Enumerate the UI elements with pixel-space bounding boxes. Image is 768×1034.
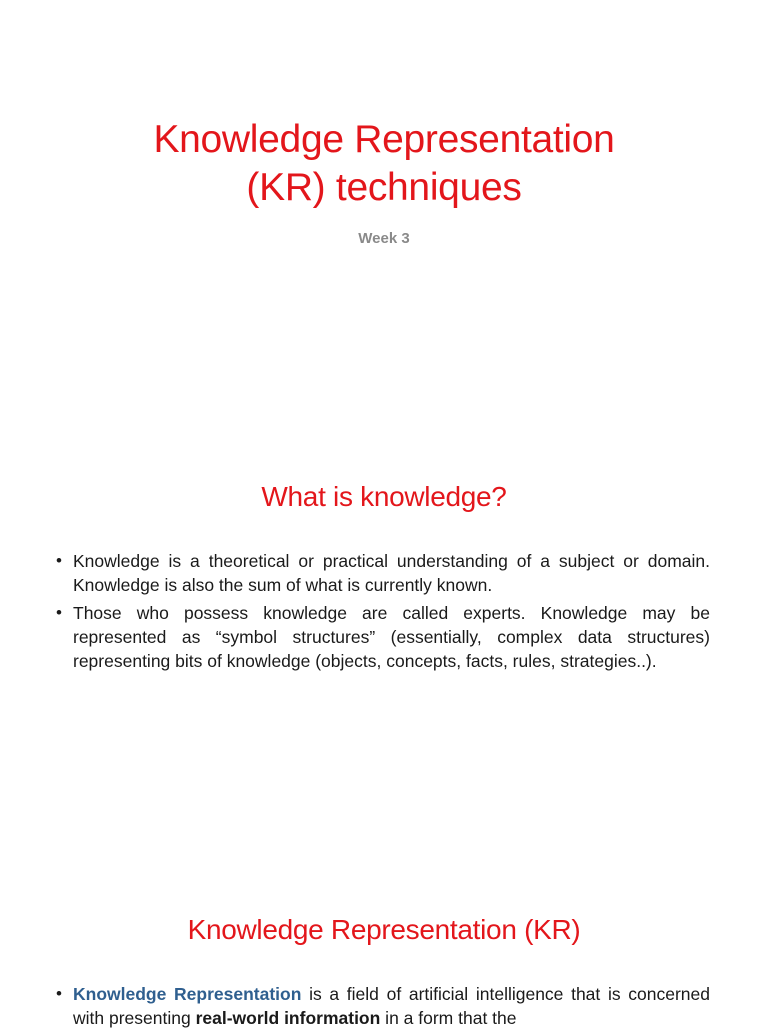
- bullet-icon: •: [56, 551, 62, 570]
- slide-title-line-1: Knowledge Representation: [153, 118, 615, 161]
- what-is-knowledge-slide: [0, 440, 768, 880]
- bullet-icon: •: [56, 603, 62, 622]
- slide-heading: Knowledge Representation (KR): [187, 914, 581, 945]
- highlighted-term: Knowledge Representation: [73, 984, 302, 1004]
- bullet-icon: •: [56, 984, 62, 1003]
- knowledge-representation-slide: [0, 880, 768, 1028]
- bullet-item: [56, 549, 710, 597]
- bold-term: real-world information: [195, 1008, 381, 1028]
- bullet-list: [56, 549, 710, 677]
- title-slide: [0, 0, 768, 400]
- bullet-item: [56, 601, 710, 673]
- slide-title: [0, 116, 768, 212]
- bullet-text: Those who possess knowledge are called experts. Knowledge may be represented as “symbol structures” (essentially, complex data structures) representing bits of knowledge (objects, concepts, facts, rules, strategies..).: [73, 603, 710, 671]
- slide-title-line-2: (KR) techniques: [246, 166, 522, 209]
- bullet-text: is a field of artificial intelligence that is concerned with presenting: [73, 984, 710, 1028]
- bullet-text: in a form that the: [380, 1008, 517, 1028]
- slide-subtitle: Week 3: [358, 230, 410, 247]
- bullet-item: [56, 982, 710, 1030]
- bullet-list: [56, 982, 710, 1034]
- bullet-text: Knowledge is a theoretical or practical understanding of a subject or domain. Knowledge is also the sum of what is currently known.: [73, 551, 710, 595]
- slide-heading: What is knowledge?: [261, 481, 507, 512]
